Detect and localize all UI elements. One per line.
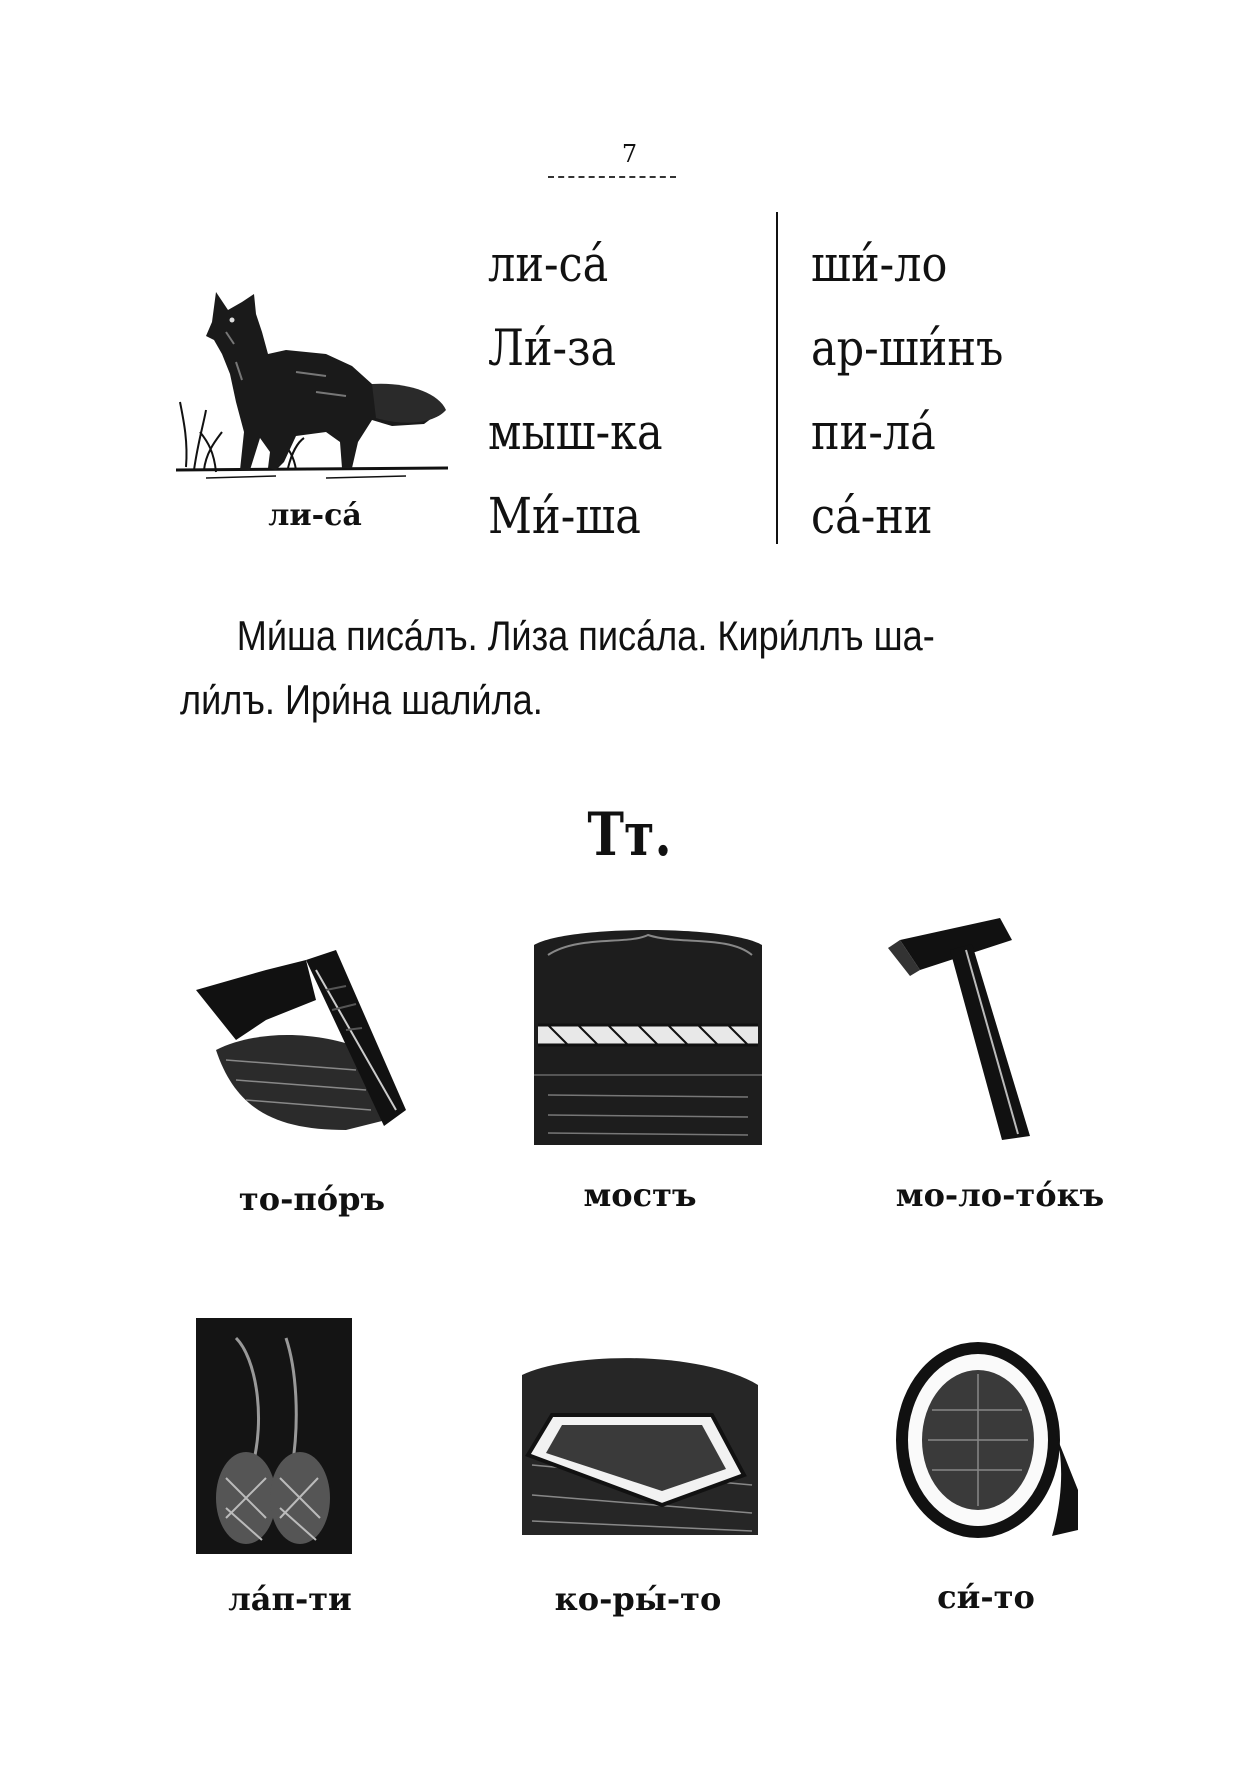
syllables-right-column [811, 222, 1003, 558]
item-caption: мо-ло-тóкъ [895, 1176, 1105, 1214]
item-caption: мостъ [583, 1176, 697, 1214]
item-caption: то-пóръ [238, 1180, 386, 1218]
syllable-word: Ли́-за [488, 319, 617, 377]
trough-icon [512, 1345, 764, 1545]
axe-icon [196, 930, 436, 1160]
syllable-word: Ми́-ша [488, 487, 641, 545]
item-caption: си́-то [937, 1578, 1035, 1616]
column-divider [776, 212, 778, 544]
fox-icon [176, 292, 448, 482]
reading-line: Ми́ша писáлъ. Ли́за писáла. Кири́ллъ ша- [236, 612, 935, 659]
item-caption: ко-ры́-то [554, 1580, 722, 1618]
syllable-word: пи-ла́ [811, 403, 936, 461]
syllable-word: cá-ни [811, 487, 933, 545]
sieve-icon [892, 1340, 1078, 1546]
page-number-rule [548, 176, 676, 178]
reading-passage [180, 604, 954, 732]
fox-caption: ли-cá [268, 498, 362, 533]
page-number: 7 [621, 140, 638, 168]
item-caption: лáп-ти [228, 1580, 352, 1618]
syllables-left-column [488, 222, 663, 558]
bridge-icon [528, 925, 768, 1155]
reading-line: ли́лъ. Ири́на шали́ла. [180, 676, 543, 723]
syllable-word: ши́-ло [811, 235, 948, 293]
syllable-word: ли-cá [488, 235, 609, 293]
syllable-word: мыш-ка [488, 403, 663, 461]
hammer-icon [880, 910, 1120, 1140]
section-letter: Тт. [587, 800, 672, 870]
bast-shoes-icon [196, 1318, 352, 1554]
syllable-word: ар-ши́нъ [811, 319, 1004, 377]
